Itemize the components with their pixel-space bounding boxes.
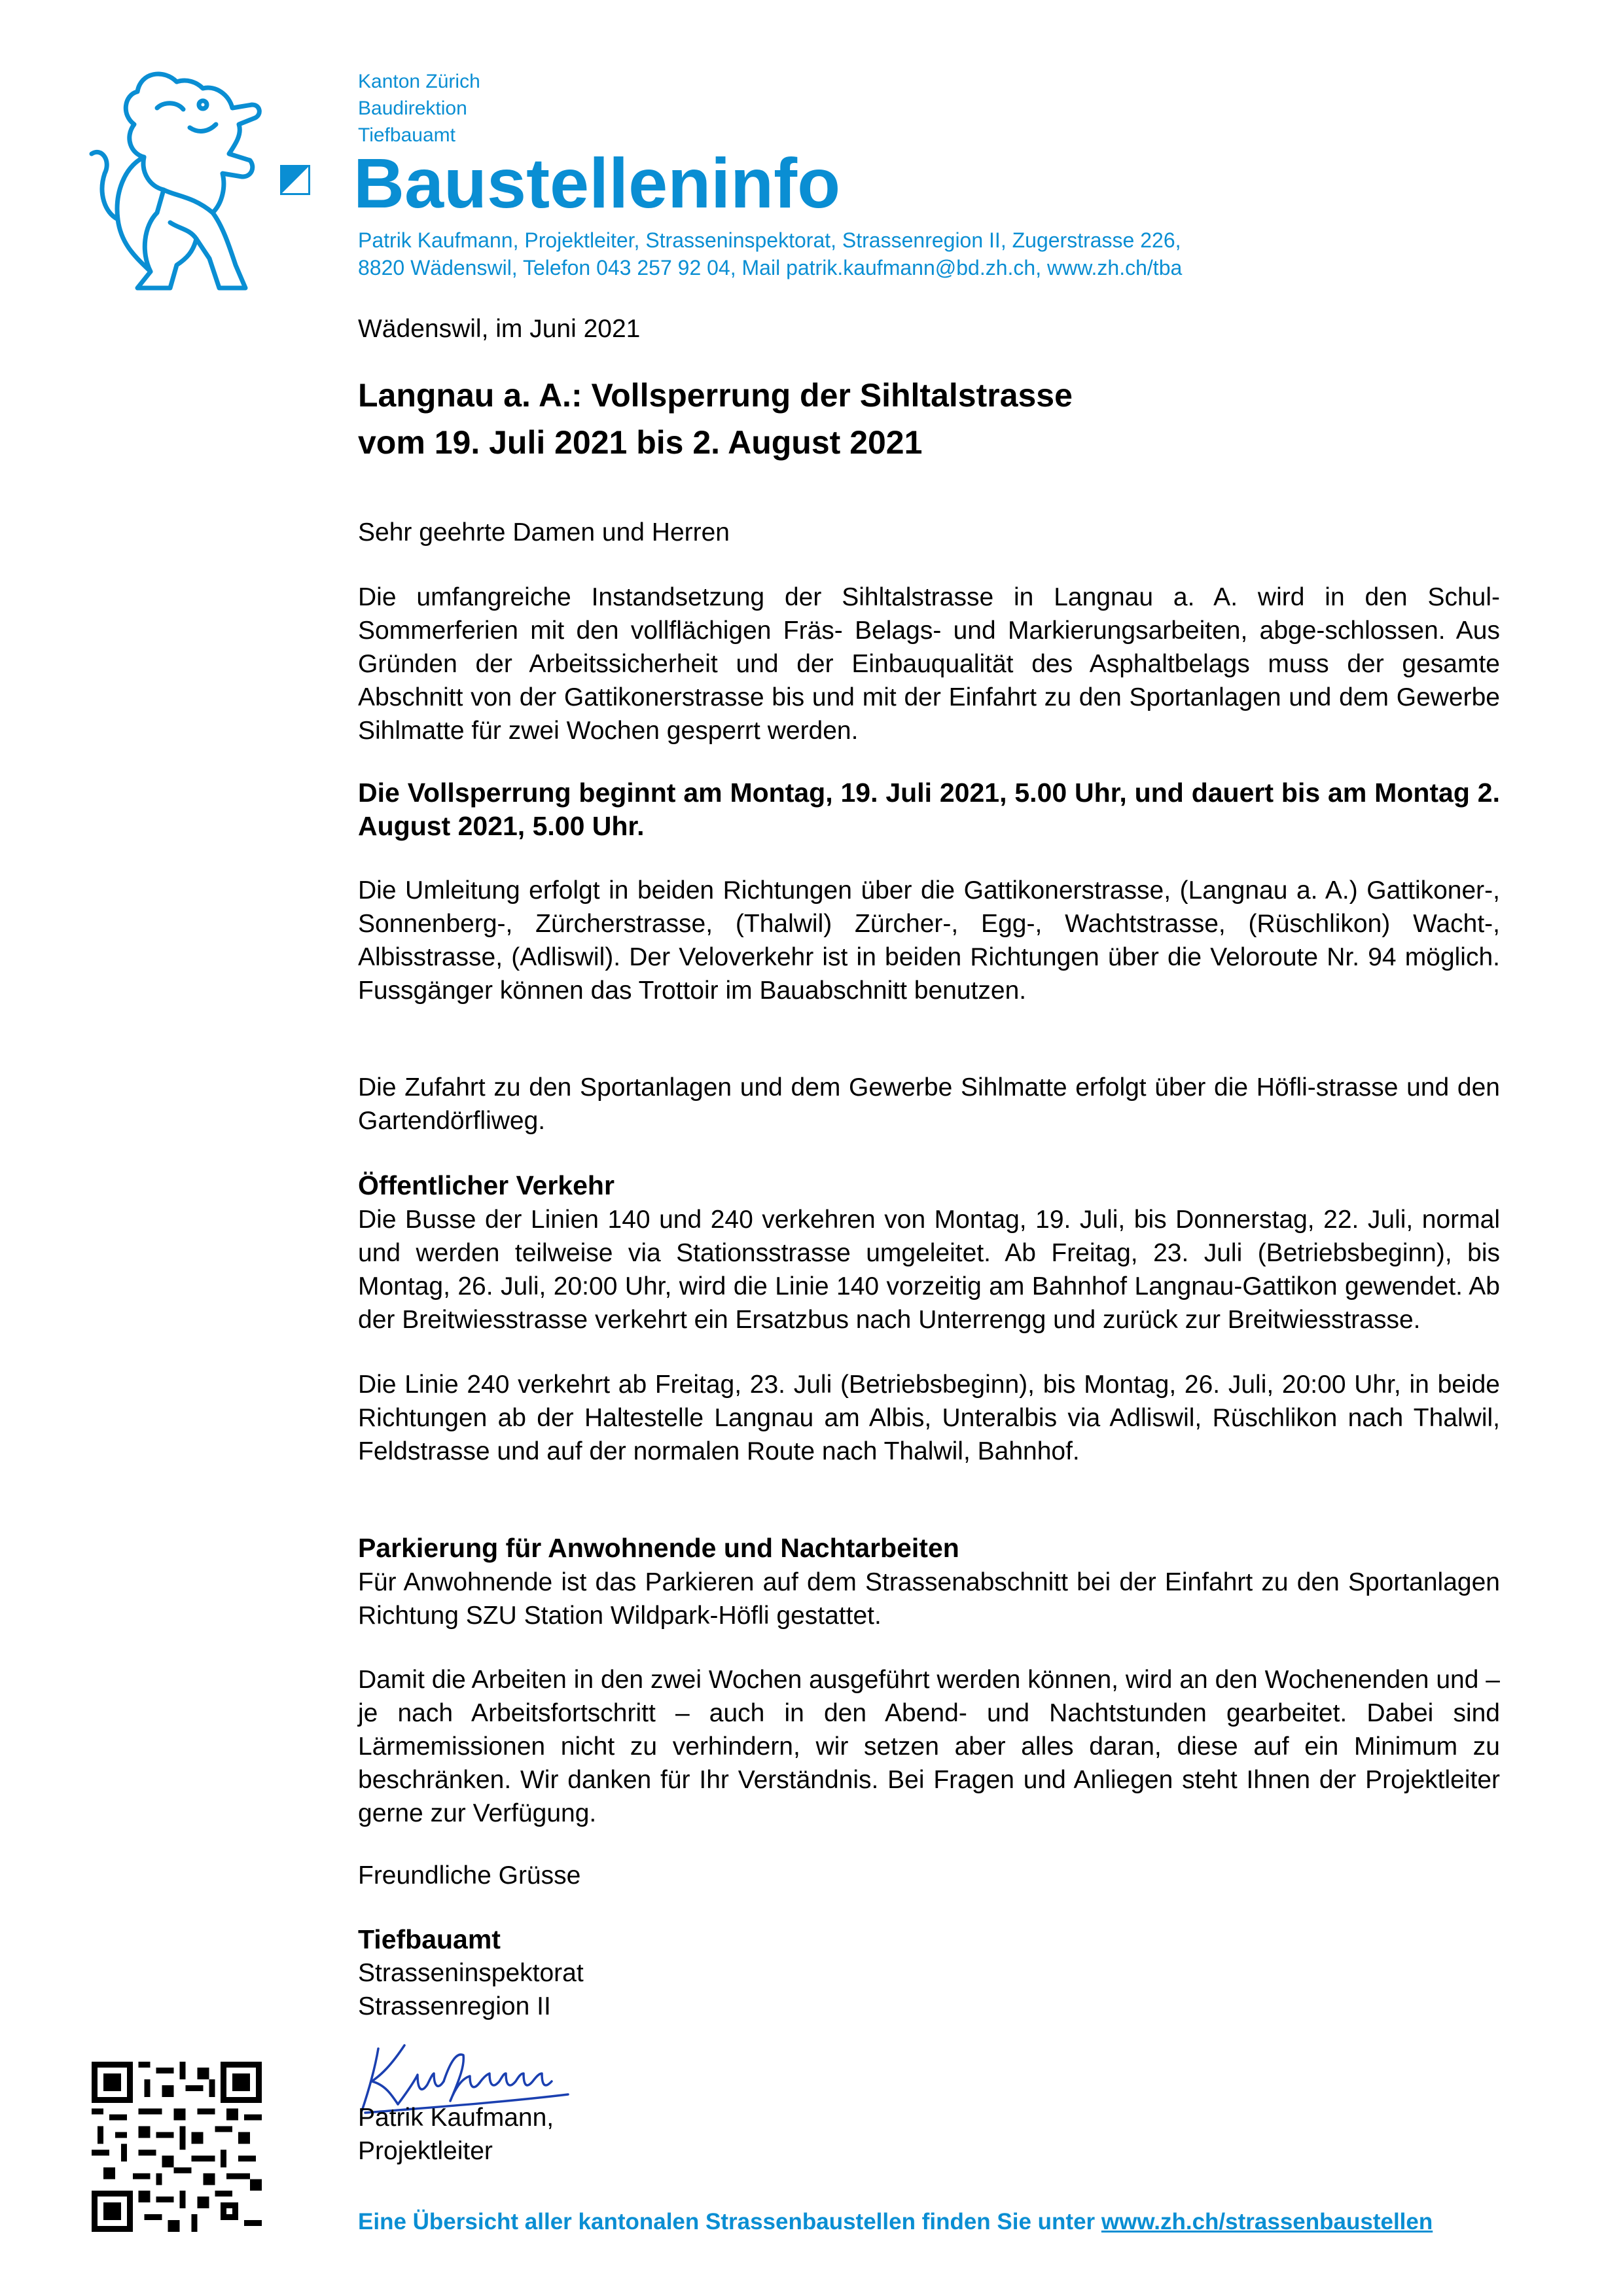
heading-transit: Öffentlicher Verkehr	[358, 1170, 615, 1200]
zurich-lion-icon	[79, 62, 268, 301]
signer-name: Patrik Kaufmann,	[358, 2104, 554, 2132]
paragraph-transit-240: Die Linie 240 verkehrt ab Freitag, 23. Juli (Betriebsbeginn), bis Montag, 26. Juli, 20:00 Uhr, in beide Richtungen ab der Haltestelle Langnau am Albis, Unteralbis via Adliswil, Rüschlikon nach Thalwil, Feldstrasse und auf der normalen Route nach Thalwil, Bahnhof.	[358, 1371, 1500, 1465]
paragraph-intro: Die umfangreiche Instandsetzung der Sihltalstrasse in Langnau a. A. wird in den Schul-Sommerferien mit den vollflächigen Fräs- Belags- und Markierungsarbeiten, abge-schlossen. Aus Gründen der Arbeitssicherheit und der Einbauqualität des Asphaltbelags muss der gesamte Abschnitt von der Gattikonerstrasse bis und mit der Einfahrt zu den Sportanlagen und dem Gewerbe Sihlmatte für zwei Wochen gesperrt werden.	[358, 583, 1500, 745]
contact-line-1: Patrik Kaufmann, Projektleiter, Strasseninspektorat, Strassenregion II, Zugerstrasse 226,	[358, 228, 1181, 252]
sender-block	[358, 1923, 1500, 2023]
paragraph-access: Die Zufahrt zu den Sportanlagen und dem Gewerbe Sihlmatte erfolgt über die Höfli-strasse und den Gartendörfliweg.	[358, 1073, 1500, 1135]
heading-parking: Parkierung für Anwohnende und Nachtarbeiten	[358, 1533, 959, 1563]
paragraph-detour: Die Umleitung erfolgt in beiden Richtungen über die Gattikonerstrasse, (Langnau a. A.) Gattikoner-, Sonnenberg-, Zürcherstrasse, (Thalwil) Zürcher-, Egg-, Wachtstrasse, (Rüschlikon) Wacht-, Albisstrasse, (Adliswil). Der Veloverkehr ist in beiden Richtungen über die Veloroute Nr. 94 möglich. Fussgänger können das Trottoir im Bauabschnitt benutzen.	[358, 876, 1500, 1005]
zurich-flag-icon	[280, 165, 310, 195]
sender-dept-2: Strassenregion II	[358, 1992, 551, 2020]
sender-org: Tiefbauamt	[358, 1924, 501, 1954]
footer-note	[358, 2209, 1433, 2235]
title-line-2: vom 19. Juli 2021 bis 2. August 2021	[358, 424, 923, 461]
qr-code-icon[interactable]	[92, 2062, 262, 2232]
paragraph-night-work: Damit die Arbeiten in den zwei Wochen ausgeführt werden können, wird an den Wochenenden und – je nach Arbeitsfortschritt – auch in den Abend- und Nachtstunden gearbeitet. Dabei sind Lärmemissionen nicht zu verhindern, wir setzen aber alles daran, diese auf ein Minimum zu beschränken. Wir danken für Ihr Verständnis. Bei Fragen und Anliegen steht Ihnen der Projektleiter gerne zur Verfügung.	[358, 1666, 1500, 1827]
org-directorate: Baudirektion	[358, 98, 467, 119]
closure-highlight: Die Vollsperrung beginnt am Montag, 19. Juli 2021, 5.00 Uhr, und dauert bis am Montag 2. August 2021, 5.00 Uhr.	[358, 778, 1500, 841]
footer-text: Eine Übersicht aller kantonalen Strassenbaustellen finden Sie unter	[358, 2209, 1101, 2234]
signer-role: Projektleiter	[358, 2137, 493, 2165]
footer-link[interactable]: www.zh.ch/strassenbaustellen	[1101, 2209, 1433, 2234]
salutation: Sehr geehrte Damen und Herren	[358, 518, 730, 547]
paragraph-parking: Für Anwohnende ist das Parkieren auf dem Strassenabschnitt bei der Einfahrt zu den Sportanlagen Richtung SZU Station Wildpark-Höfli gestattet.	[358, 1568, 1500, 1630]
title-line-1: Langnau a. A.: Vollsperrung der Sihltalstrasse	[358, 377, 1073, 414]
org-office: Tiefbauamt	[358, 124, 455, 146]
contact-block	[358, 226, 1182, 281]
contact-line-2: 8820 Wädenswil, Telefon 043 257 92 04, Mail patrik.kaufmann@bd.zh.ch, www.zh.ch/tba	[358, 256, 1183, 279]
place-date: Wädenswil, im Juni 2021	[358, 315, 641, 343]
organization-block	[358, 68, 480, 149]
signer-block	[358, 2101, 1500, 2168]
letter-title	[358, 372, 1500, 466]
sender-dept-1: Strasseninspektorat	[358, 1959, 584, 1987]
org-canton: Kanton Zürich	[358, 71, 480, 92]
paragraph-transit-140: Die Busse der Linien 140 und 240 verkehren von Montag, 19. Juli, bis Donnerstag, 22. Juli, normal und werden teilweise via Stationsstrasse umgeleitet. Ab Freitag, 23. Juli (Betriebsbeginn), bis Montag, 26. Juli, 20:00 Uhr, wird die Linie 140 vorzeitig am Bahnhof Langnau-Gattikon gewendet. Ab der Breitwiesstrasse verkehrt ein Ersatzbus nach Unterrengg und zurück zur Breitwiesstrasse.	[358, 1206, 1500, 1334]
closing: Freundliche Grüsse	[358, 1861, 581, 1890]
banner-title: Baustelleninfo	[353, 143, 841, 223]
